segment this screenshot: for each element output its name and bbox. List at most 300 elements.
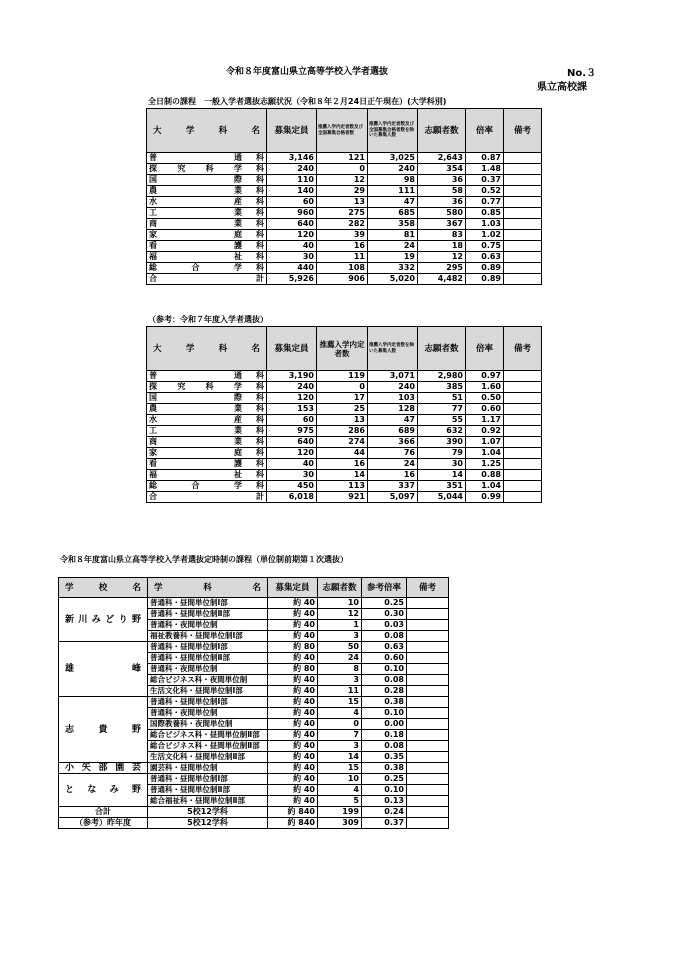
- capacity-cell: 約 40: [268, 675, 318, 686]
- course-cell: 生活文化科・昼間単位制Ⅰ部: [148, 686, 268, 697]
- ref-ratio-cell: 0.25: [362, 598, 407, 609]
- course-cell: 5校12学科: [148, 818, 268, 829]
- recommended-cell: 113: [317, 481, 368, 492]
- header-ratio: 倍率: [466, 327, 504, 371]
- header-recommended: 推薦入学内定者数: [317, 327, 368, 371]
- table-row: [147, 208, 542, 219]
- ref-ratio-cell: 0.35: [362, 752, 407, 763]
- remarks-cell: [407, 653, 449, 664]
- ratio-cell: 0.92: [466, 426, 504, 437]
- dept-cell: 家 庭 科: [147, 448, 267, 459]
- remarks-cell: [504, 492, 542, 503]
- capacity-cell: 640: [267, 219, 317, 230]
- table-row: [147, 382, 542, 393]
- course-cell: 普通科・昼間単位制Ⅰ部: [148, 598, 268, 609]
- course-cell: 総合福祉科・昼間単位制Ⅱ部: [148, 796, 268, 807]
- ref-ratio-cell: 0.08: [362, 741, 407, 752]
- ratio-cell: 0.50: [466, 393, 504, 404]
- recommended-cell: 108: [317, 263, 368, 274]
- applicants-cell: 632: [418, 426, 466, 437]
- table-row: [147, 393, 542, 404]
- course-cell: 園芸科・昼間単位制: [148, 763, 268, 774]
- remaining-cell: 240: [368, 164, 418, 175]
- course-cell: 普通科・昼間単位制Ⅰ部: [148, 774, 268, 785]
- ratio-cell: 1.02: [466, 230, 504, 241]
- ratio-cell: 0.37: [466, 175, 504, 186]
- dept-cell: 農 業 科: [147, 404, 267, 415]
- course-cell: 生活文化科・昼間単位制Ⅱ部: [148, 752, 268, 763]
- table-row: [147, 241, 542, 252]
- header-remaining: 推薦入学内定者数及び全国募集合格者数を除いた募集人数: [368, 109, 418, 153]
- applicants-cell: 10: [318, 598, 362, 609]
- applicants-cell: 5,044: [418, 492, 466, 503]
- course-cell: 総合ビジネス科・夜間単位制: [148, 675, 268, 686]
- course-cell: 総合ビジネス科・昼間単位制Ⅱ部: [148, 741, 268, 752]
- header-ratio: 倍率: [466, 109, 504, 153]
- ref-ratio-cell: 0.63: [362, 642, 407, 653]
- remaining-cell: 24: [368, 241, 418, 252]
- remarks-cell: [504, 437, 542, 448]
- recommended-cell: 17: [317, 393, 368, 404]
- dept-cell: 総 合 学 科: [147, 481, 267, 492]
- capacity-cell: 約 40: [268, 774, 318, 785]
- remarks-cell: [407, 807, 449, 818]
- recommended-cell: 29: [317, 186, 368, 197]
- capacity-cell: 60: [267, 197, 317, 208]
- table-row: [147, 186, 542, 197]
- ratio-cell: 0.89: [466, 263, 504, 274]
- course-cell: 国際教養科・夜間単位制: [148, 719, 268, 730]
- ref-ratio-cell: 0.10: [362, 785, 407, 796]
- applicants-cell: 55: [418, 415, 466, 426]
- header-remarks: 備考: [504, 327, 542, 371]
- applicants-cell: 367: [418, 219, 466, 230]
- ratio-cell: 0.63: [466, 252, 504, 263]
- applicants-cell: 50: [318, 642, 362, 653]
- ref-ratio-cell: 0.25: [362, 774, 407, 785]
- applicants-cell: 36: [418, 175, 466, 186]
- course-cell: 普通科・昼間単位制Ⅰ部: [148, 697, 268, 708]
- table-row: [147, 175, 542, 186]
- recommended-cell: 0: [317, 382, 368, 393]
- table-row: [147, 426, 542, 437]
- table3: [58, 577, 449, 829]
- course-cell: 普通科・昼間単位制Ⅰ部: [148, 642, 268, 653]
- capacity-cell: 約 40: [268, 708, 318, 719]
- applicants-cell: 14: [418, 470, 466, 481]
- remarks-cell: [407, 818, 449, 829]
- capacity-cell: 440: [267, 263, 317, 274]
- header-recommended: 推薦入学内定者数及び全国募集合格者数: [317, 109, 368, 153]
- table-row: [59, 763, 449, 774]
- remarks-cell: [407, 741, 449, 752]
- remaining-cell: 98: [368, 175, 418, 186]
- table-row: [147, 263, 542, 274]
- applicants-cell: 2,980: [418, 371, 466, 382]
- header-capacity: 募集定員: [268, 578, 318, 598]
- dept-cell: 水 産 科: [147, 197, 267, 208]
- ratio-cell: 0.89: [466, 274, 504, 285]
- course-cell: 普通科・夜間単位制: [148, 620, 268, 631]
- remaining-cell: 128: [368, 404, 418, 415]
- table-row: [147, 371, 542, 382]
- total-row: [59, 807, 449, 818]
- capacity-cell: 120: [267, 448, 317, 459]
- table-row: [147, 197, 542, 208]
- header-ref-ratio: 参考倍率: [362, 578, 407, 598]
- school-name-cell: と な み 野: [59, 774, 148, 807]
- course-cell: 普通科・昼間単位制Ⅱ部: [148, 785, 268, 796]
- course-cell: 普通科・昼間単位制Ⅱ部: [148, 653, 268, 664]
- remarks-cell: [504, 197, 542, 208]
- table-row: [59, 598, 449, 609]
- table-row: [147, 481, 542, 492]
- applicants-cell: 309: [318, 818, 362, 829]
- recommended-cell: 282: [317, 219, 368, 230]
- ref-ratio-cell: 0.18: [362, 730, 407, 741]
- capacity-cell: 約 40: [268, 785, 318, 796]
- remarks-cell: [504, 415, 542, 426]
- applicants-cell: 15: [318, 697, 362, 708]
- ref-ratio-cell: 0.08: [362, 675, 407, 686]
- capacity-cell: 240: [267, 382, 317, 393]
- applicants-cell: 7: [318, 730, 362, 741]
- table-row: [147, 492, 542, 503]
- capacity-cell: 約 40: [268, 796, 318, 807]
- applicants-cell: 351: [418, 481, 466, 492]
- course-cell: 普通科・夜間単位制: [148, 708, 268, 719]
- school-name-cell: 志 貴 野: [59, 697, 148, 763]
- ratio-cell: 0.99: [466, 492, 504, 503]
- previous-year-row: [59, 818, 449, 829]
- remarks-cell: [407, 609, 449, 620]
- ref-ratio-cell: 0.38: [362, 763, 407, 774]
- table1-caption: 全日制の課程 一般入学者選抜志願状況（令和８年２月24日正午現在）(大学科別): [148, 97, 447, 106]
- remaining-cell: 685: [368, 208, 418, 219]
- table2: [146, 326, 542, 503]
- applicants-cell: 3: [318, 741, 362, 752]
- capacity-cell: 30: [267, 470, 317, 481]
- summary-label-cell: 合計: [59, 807, 148, 818]
- remarks-cell: [407, 631, 449, 642]
- table-row: [59, 774, 449, 785]
- remarks-cell: [407, 785, 449, 796]
- dept-cell: 国 際 科: [147, 393, 267, 404]
- recommended-cell: 12: [317, 175, 368, 186]
- applicants-cell: 10: [318, 774, 362, 785]
- ref-ratio-cell: 0.13: [362, 796, 407, 807]
- remaining-cell: 47: [368, 415, 418, 426]
- remarks-cell: [407, 664, 449, 675]
- ref-ratio-cell: 0.10: [362, 664, 407, 675]
- applicants-cell: 18: [418, 241, 466, 252]
- dept-cell: 家 庭 科: [147, 230, 267, 241]
- applicants-cell: 4: [318, 785, 362, 796]
- summary-label-cell: （参考）昨年度: [59, 818, 148, 829]
- header-applicants: 志願者数: [418, 109, 466, 153]
- remarks-cell: [504, 164, 542, 175]
- capacity-cell: 6,018: [267, 492, 317, 503]
- remaining-cell: 3,025: [368, 153, 418, 164]
- ratio-cell: 0.77: [466, 197, 504, 208]
- remarks-cell: [504, 382, 542, 393]
- remarks-cell: [407, 642, 449, 653]
- dept-cell: 普 通 科: [147, 371, 267, 382]
- ratio-cell: 0.88: [466, 470, 504, 481]
- table-row: [59, 697, 449, 708]
- capacity-cell: 450: [267, 481, 317, 492]
- recommended-cell: 13: [317, 415, 368, 426]
- remarks-cell: [407, 719, 449, 730]
- capacity-cell: 約 40: [268, 752, 318, 763]
- ratio-cell: 0.97: [466, 371, 504, 382]
- applicants-cell: 15: [318, 763, 362, 774]
- capacity-cell: 約 80: [268, 664, 318, 675]
- table2-caption: （参考：令和７年度入学者選抜）: [148, 315, 268, 324]
- remaining-cell: 16: [368, 470, 418, 481]
- remarks-cell: [504, 393, 542, 404]
- applicants-cell: 199: [318, 807, 362, 818]
- dept-cell: 福 祉 科: [147, 252, 267, 263]
- dept-cell: 探 究 科 学 科: [147, 164, 267, 175]
- remaining-cell: 81: [368, 230, 418, 241]
- applicants-cell: 36: [418, 197, 466, 208]
- ref-ratio-cell: 0.08: [362, 631, 407, 642]
- ref-ratio-cell: 0.00: [362, 719, 407, 730]
- remarks-cell: [407, 708, 449, 719]
- header-dept: 大 学 科 名: [147, 327, 267, 371]
- capacity-cell: 約 40: [268, 686, 318, 697]
- dept-cell: 探 究 科 学 科: [147, 382, 267, 393]
- remaining-cell: 24: [368, 459, 418, 470]
- applicants-cell: 30: [418, 459, 466, 470]
- header-remarks: 備考: [504, 109, 542, 153]
- capacity-cell: 約 40: [268, 631, 318, 642]
- table1: [146, 108, 542, 285]
- table-row: [147, 448, 542, 459]
- remaining-cell: 337: [368, 481, 418, 492]
- recommended-cell: 906: [317, 274, 368, 285]
- dept-cell: 普 通 科: [147, 153, 267, 164]
- table-row: [147, 459, 542, 470]
- remarks-cell: [504, 219, 542, 230]
- dept-cell: 福 祉 科: [147, 470, 267, 481]
- remarks-cell: [504, 404, 542, 415]
- ratio-cell: 0.85: [466, 208, 504, 219]
- remaining-cell: 358: [368, 219, 418, 230]
- header-remaining: 推薦入学内定者数を除いた募集人数: [368, 327, 418, 371]
- applicants-cell: 79: [418, 448, 466, 459]
- applicants-cell: 77: [418, 404, 466, 415]
- recommended-cell: 13: [317, 197, 368, 208]
- ratio-cell: 0.60: [466, 404, 504, 415]
- capacity-cell: 30: [267, 252, 317, 263]
- applicants-cell: 390: [418, 437, 466, 448]
- table-row: [147, 470, 542, 481]
- ratio-cell: 0.87: [466, 153, 504, 164]
- remarks-cell: [504, 252, 542, 263]
- dept-cell: 水 産 科: [147, 415, 267, 426]
- remarks-cell: [407, 752, 449, 763]
- table-row: [147, 164, 542, 175]
- recommended-cell: 16: [317, 459, 368, 470]
- dept-cell: 商 業 科: [147, 219, 267, 230]
- dept-cell: 商 業 科: [147, 437, 267, 448]
- capacity-cell: 約 40: [268, 653, 318, 664]
- capacity-cell: 960: [267, 208, 317, 219]
- applicants-cell: 3: [318, 631, 362, 642]
- remaining-cell: 76: [368, 448, 418, 459]
- ratio-cell: 1.17: [466, 415, 504, 426]
- ratio-cell: 1.60: [466, 382, 504, 393]
- applicants-cell: 11: [318, 686, 362, 697]
- course-cell: 5校12学科: [148, 807, 268, 818]
- ref-ratio-cell: 0.37: [362, 818, 407, 829]
- capacity-cell: 約 40: [268, 598, 318, 609]
- page-title: 令和８年度富山県立高等学校入学者選抜: [226, 67, 389, 77]
- capacity-cell: 3,146: [267, 153, 317, 164]
- applicants-cell: 12: [318, 609, 362, 620]
- applicants-cell: 12: [418, 252, 466, 263]
- capacity-cell: 120: [267, 230, 317, 241]
- applicants-cell: 5: [318, 796, 362, 807]
- remarks-cell: [407, 730, 449, 741]
- recommended-cell: 274: [317, 437, 368, 448]
- dept-cell: 国 際 科: [147, 175, 267, 186]
- capacity-cell: 約 40: [268, 730, 318, 741]
- remarks-cell: [407, 796, 449, 807]
- ratio-cell: 1.04: [466, 481, 504, 492]
- applicants-cell: 83: [418, 230, 466, 241]
- course-cell: 総合ビジネス科・昼間単位制Ⅱ部: [148, 730, 268, 741]
- remaining-cell: 111: [368, 186, 418, 197]
- course-cell: 福祉教養科・昼間単位制Ⅰ部: [148, 631, 268, 642]
- recommended-cell: 275: [317, 208, 368, 219]
- remarks-cell: [504, 208, 542, 219]
- table-row: [147, 252, 542, 263]
- table-row: [147, 230, 542, 241]
- ratio-cell: 1.48: [466, 164, 504, 175]
- ratio-cell: 1.04: [466, 448, 504, 459]
- applicants-cell: 8: [318, 664, 362, 675]
- remaining-cell: 5,020: [368, 274, 418, 285]
- remarks-cell: [504, 241, 542, 252]
- ref-ratio-cell: 0.28: [362, 686, 407, 697]
- applicants-cell: 51: [418, 393, 466, 404]
- capacity-cell: 約 40: [268, 620, 318, 631]
- remarks-cell: [407, 697, 449, 708]
- capacity-cell: 3,190: [267, 371, 317, 382]
- school-name-cell: 小 矢 部 園 芸: [59, 763, 148, 774]
- dept-cell: 合 計: [147, 492, 267, 503]
- recommended-cell: 0: [317, 164, 368, 175]
- capacity-cell: 約 40: [268, 719, 318, 730]
- dept-cell: 看 護 科: [147, 241, 267, 252]
- dept-cell: 工 業 科: [147, 208, 267, 219]
- capacity-cell: 120: [267, 393, 317, 404]
- capacity-cell: 110: [267, 175, 317, 186]
- ref-ratio-cell: 0.38: [362, 697, 407, 708]
- recommended-cell: 921: [317, 492, 368, 503]
- recommended-cell: 16: [317, 241, 368, 252]
- ref-ratio-cell: 0.30: [362, 609, 407, 620]
- remaining-cell: 19: [368, 252, 418, 263]
- remarks-cell: [504, 263, 542, 274]
- remarks-cell: [407, 774, 449, 785]
- remaining-cell: 240: [368, 382, 418, 393]
- recommended-cell: 119: [317, 371, 368, 382]
- ref-ratio-cell: 0.24: [362, 807, 407, 818]
- applicants-cell: 354: [418, 164, 466, 175]
- table-row: [147, 219, 542, 230]
- remarks-cell: [407, 598, 449, 609]
- remarks-cell: [504, 371, 542, 382]
- remarks-cell: [504, 153, 542, 164]
- capacity-cell: 約 40: [268, 741, 318, 752]
- capacity-cell: 約 840: [268, 818, 318, 829]
- recommended-cell: 44: [317, 448, 368, 459]
- remarks-cell: [504, 459, 542, 470]
- remarks-cell: [504, 274, 542, 285]
- header-capacity: 募集定員: [267, 109, 317, 153]
- capacity-cell: 約 840: [268, 807, 318, 818]
- remarks-cell: [504, 448, 542, 459]
- ratio-cell: 1.25: [466, 459, 504, 470]
- department-label: 県立高校課: [537, 82, 587, 93]
- remaining-cell: 5,097: [368, 492, 418, 503]
- remarks-cell: [407, 763, 449, 774]
- remarks-cell: [407, 686, 449, 697]
- remaining-cell: 689: [368, 426, 418, 437]
- recommended-cell: 39: [317, 230, 368, 241]
- dept-cell: 総 合 学 科: [147, 263, 267, 274]
- remaining-cell: 3,071: [368, 371, 418, 382]
- applicants-cell: 295: [418, 263, 466, 274]
- applicants-cell: 1: [318, 620, 362, 631]
- capacity-cell: 約 40: [268, 609, 318, 620]
- school-name-cell: 新 川 み ど り 野: [59, 598, 148, 642]
- applicants-cell: 4: [318, 708, 362, 719]
- header-capacity: 募集定員: [267, 327, 317, 371]
- ratio-cell: 0.52: [466, 186, 504, 197]
- header-school: 学 校 名: [59, 578, 148, 598]
- applicants-cell: 14: [318, 752, 362, 763]
- applicants-cell: 24: [318, 653, 362, 664]
- applicants-cell: 4,482: [418, 274, 466, 285]
- applicants-cell: 3: [318, 675, 362, 686]
- recommended-cell: 14: [317, 470, 368, 481]
- remarks-cell: [504, 230, 542, 241]
- course-cell: 普通科・昼間単位制Ⅱ部: [148, 609, 268, 620]
- applicants-cell: 58: [418, 186, 466, 197]
- ref-ratio-cell: 0.03: [362, 620, 407, 631]
- table-row: [147, 437, 542, 448]
- applicants-cell: 2,643: [418, 153, 466, 164]
- table-row: [147, 415, 542, 426]
- ratio-cell: 1.03: [466, 219, 504, 230]
- ref-ratio-cell: 0.10: [362, 708, 407, 719]
- remarks-cell: [407, 620, 449, 631]
- capacity-cell: 約 80: [268, 642, 318, 653]
- ratio-cell: 0.75: [466, 241, 504, 252]
- table-row: [147, 404, 542, 415]
- applicants-cell: 0: [318, 719, 362, 730]
- recommended-cell: 11: [317, 252, 368, 263]
- header-applicants: 志願者数: [418, 327, 466, 371]
- course-cell: 普通科・夜間単位制: [148, 664, 268, 675]
- applicants-cell: 580: [418, 208, 466, 219]
- capacity-cell: 約 40: [268, 697, 318, 708]
